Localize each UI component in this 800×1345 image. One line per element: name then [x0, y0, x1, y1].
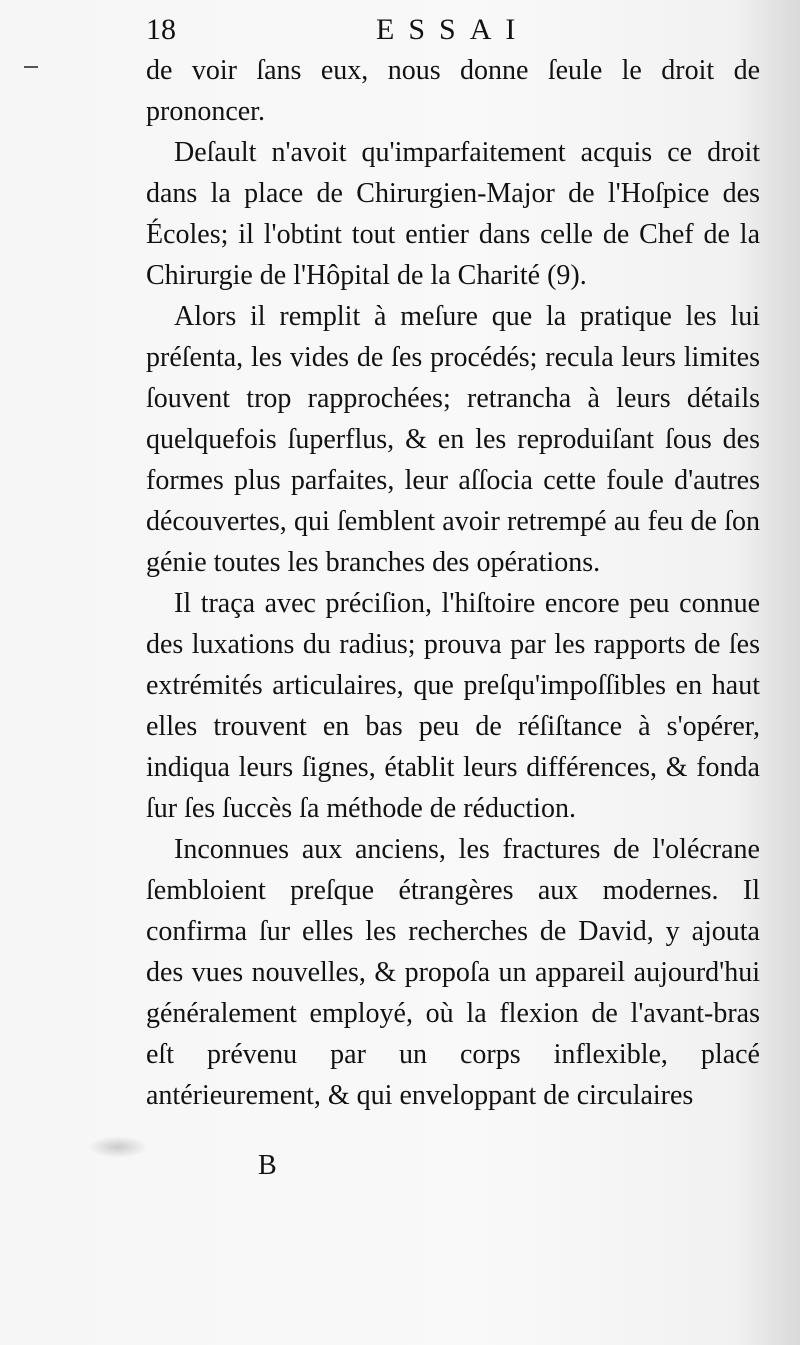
- paragraph: Inconnues aux anciens, les fractures de l'olécrane ſembloient preſque étrangères aux modernes. Il confirma ſur elles les recherches de David, y ajouta des vues nouvelles, & propoſa un appareil aujourd'hui généralement employé, où la flexion de l'avant-bras eſt prévenu par un corps inflexible, placé antérieurement, & qui enveloppant de circulaires: [146, 834, 760, 1111]
- running-title: ESSAI: [376, 13, 530, 46]
- body-text: [146, 50, 760, 1116]
- paragraph: Alors il remplit à meſure que la pratique les lui préſenta, les vides de ſes procédés; recula leurs limites ſouvent trop rapprochées; retrancha à leurs détails quelquefois ſuperflus, & en les reproduiſant ſous des formes plus parfaites, leur aſſocia cette foule d'autres découvertes, qui ſemblent avoir retrempé au feu de ſon génie toutes les branches des opérations.: [146, 301, 760, 578]
- paragraph: de voir ſans eux, nous donne ſeule le droit de prononcer.: [146, 55, 760, 127]
- margin-mark: [24, 66, 38, 68]
- signature-mark: B: [258, 1150, 277, 1181]
- paragraph: Il traça avec préciſion, l'hiſtoire encore peu connue des luxations du radius; prouva par les rapports de ſes extrémités articulaires, que preſqu'impoſſibles en haut elles trouvent en bas peu de réſiſtance à s'opérer, indiqua leurs ſignes, établit leurs différences, & fonda ſur ſes ſuccès ſa méthode de réduction.: [146, 588, 760, 824]
- page-number: 18: [146, 13, 176, 46]
- page-header: [146, 10, 760, 50]
- ink-smudge: [88, 1136, 148, 1158]
- paragraph: Deſault n'avoit qu'imparfaitement acquis ce droit dans la place de Chirurgien-Major de l'Hoſpice des Écoles; il l'obtint tout entier dans celle de Chef de la Chirurgie de l'Hôpital de la Charité (9).: [146, 137, 760, 291]
